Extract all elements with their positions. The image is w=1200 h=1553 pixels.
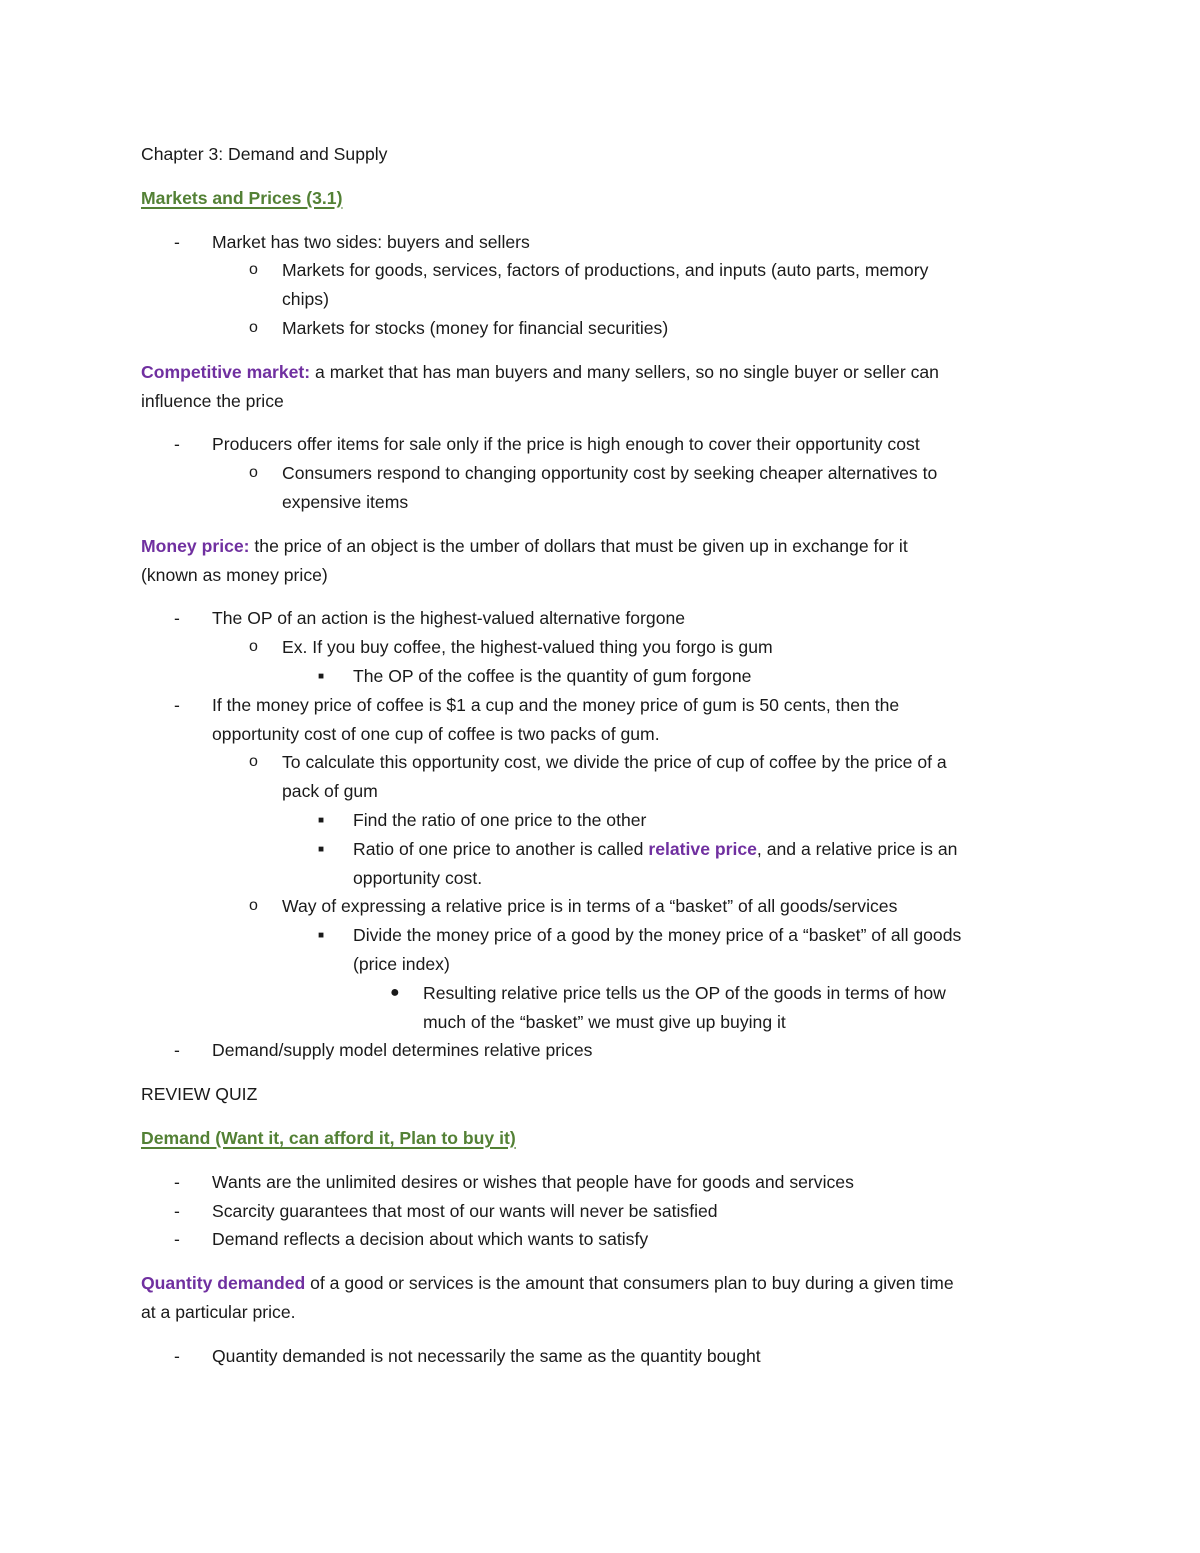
dash-bullet: - bbox=[174, 608, 180, 629]
list-item: ■ The OP of the coffee is the quantity of gum forgone bbox=[141, 662, 1061, 691]
list-item: o To calculate this opportunity cost, we divide the price of cup of coffee by the price of a pack of gum bbox=[141, 748, 1061, 806]
dash-bullet: - bbox=[174, 231, 180, 252]
circle-bullet: o bbox=[249, 753, 258, 771]
review-quiz-label: REVIEW QUIZ bbox=[141, 1084, 258, 1105]
list-item: o Consumers respond to changing opportunity cost by seeking cheaper alternatives to expensive items bbox=[141, 459, 1061, 517]
page-title: Chapter 3: Demand and Supply bbox=[141, 144, 388, 164]
term-quantity-demanded: Quantity demanded bbox=[141, 1273, 306, 1294]
dash-bullet: - bbox=[174, 1200, 180, 1221]
term-money-price: Money price: bbox=[141, 535, 250, 556]
square-bullet: ■ bbox=[318, 670, 325, 682]
dash-bullet: - bbox=[174, 1345, 180, 1366]
definition-money-price: Money price: the price of an object is the umber of dollars that must be given up in exchange for it (known as money price) bbox=[141, 535, 908, 585]
section-heading-markets: Markets and Prices (3.1) bbox=[141, 187, 343, 208]
list-item: ● Resulting relative price tells us the OP of the goods in terms of how much of the “basket” we must give up buying it bbox=[141, 979, 1061, 1037]
square-bullet: ■ bbox=[318, 843, 325, 855]
definition-quantity-demanded: Quantity demanded of a good or services is the amount that consumers plan to buy during a given time at a particular price. bbox=[141, 1273, 954, 1322]
dash-bullet: - bbox=[174, 1040, 180, 1061]
list-item: o Ex. If you buy coffee, the highest-valued thing you forgo is gum bbox=[141, 633, 1061, 662]
list-item: o Markets for goods, services, factors of productions, and inputs (auto parts, memory chips) bbox=[141, 256, 1061, 314]
list-item: - Demand reflects a decision about which wants to satisfy bbox=[141, 1225, 1061, 1254]
term-relative-price: relative price bbox=[648, 838, 757, 859]
document-page bbox=[141, 140, 1061, 1370]
list-item: o Way of expressing a relative price is in terms of a “basket” of all goods/services bbox=[141, 892, 1061, 921]
list-item: - Wants are the unlimited desires or wishes that people have for goods and services bbox=[141, 1168, 1061, 1197]
list-item: - Scarcity guarantees that most of our wants will never be satisfied bbox=[141, 1197, 1061, 1226]
list-item: ■ Find the ratio of one price to the other bbox=[141, 806, 1061, 835]
circle-bullet: o bbox=[249, 897, 258, 915]
list-item: - Quantity demanded is not necessarily the same as the quantity bought bbox=[141, 1342, 1061, 1371]
square-bullet: ■ bbox=[318, 930, 325, 942]
list-item: ■ Divide the money price of a good by the money price of a “basket” of all goods (price index) bbox=[141, 921, 1061, 979]
list-item: - Market has two sides: buyers and sellers bbox=[141, 228, 1061, 257]
circle-bullet: o bbox=[249, 464, 258, 482]
list-item: - Demand/supply model determines relative prices bbox=[141, 1036, 1061, 1065]
section-heading-demand: Demand (Want it, can afford it, Plan to buy it) bbox=[141, 1127, 516, 1148]
list-item: - The OP of an action is the highest-valued alternative forgone bbox=[141, 604, 1061, 633]
dash-bullet: - bbox=[174, 694, 180, 715]
definition-competitive-market: Competitive market: a market that has man buyers and many sellers, so no single buyer or seller can influence the price bbox=[141, 361, 939, 411]
square-bullet: ■ bbox=[318, 814, 325, 826]
list-item: - If the money price of coffee is $1 a cup and the money price of gum is 50 cents, then the opportunity cost of one cup of coffee is two packs of gum. bbox=[141, 691, 1061, 749]
dot-bullet: ● bbox=[390, 983, 400, 1001]
term-competitive-market: Competitive market: bbox=[141, 361, 311, 382]
dash-bullet: - bbox=[174, 434, 180, 455]
list-item: ■ Ratio of one price to another is called relative price, and a relative price is an opportunity cost. bbox=[141, 835, 1061, 893]
dash-bullet: - bbox=[174, 1229, 180, 1250]
list-item: - Producers offer items for sale only if the price is high enough to cover their opportunity cost bbox=[141, 430, 1061, 459]
circle-bullet: o bbox=[249, 261, 258, 279]
dash-bullet: - bbox=[174, 1171, 180, 1192]
list-item: o Markets for stocks (money for financial securities) bbox=[141, 314, 1061, 343]
circle-bullet: o bbox=[249, 318, 258, 336]
circle-bullet: o bbox=[249, 638, 258, 656]
